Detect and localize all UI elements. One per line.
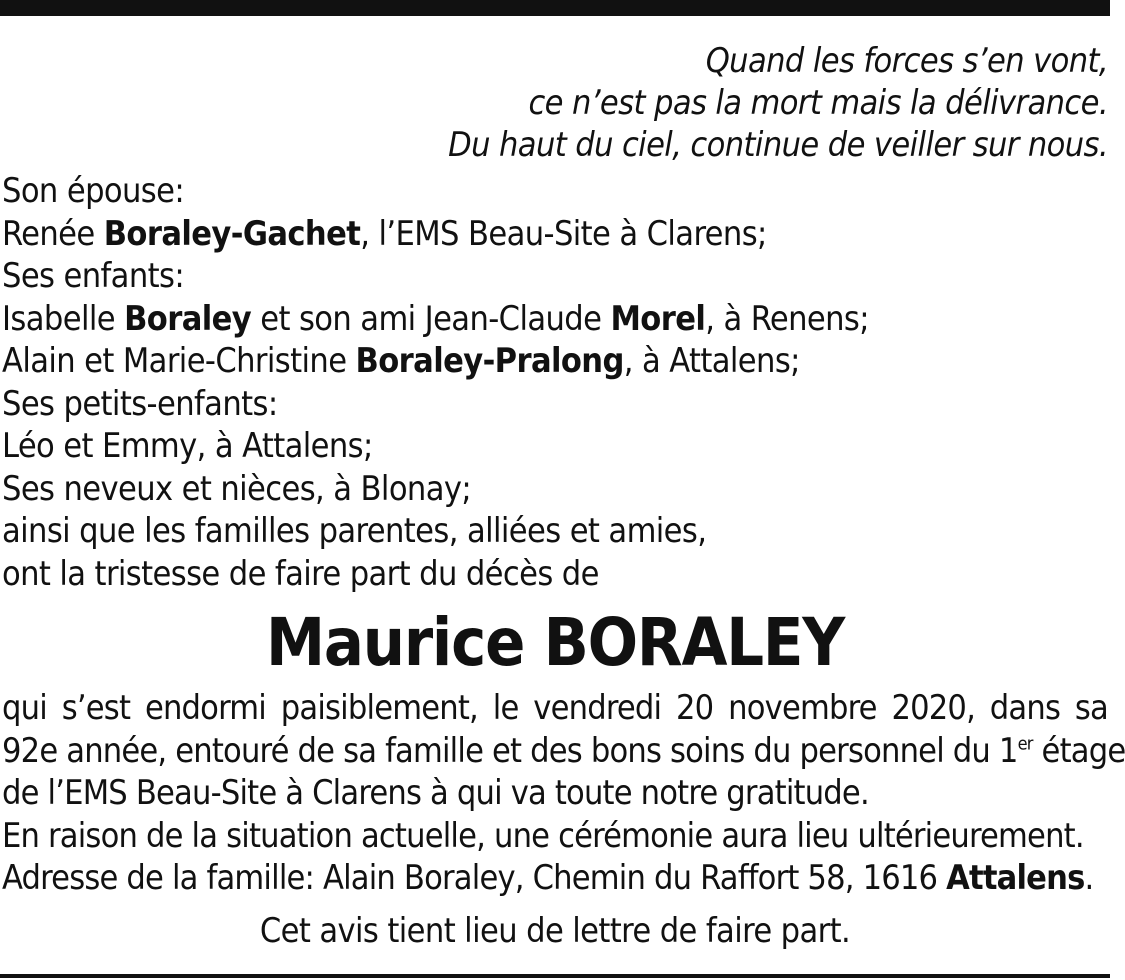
last-name: Boraley <box>124 298 252 339</box>
relatives-line: ainsi que les familles parentes, alliées et amies, <box>2 511 707 551</box>
epigraph-line: Du haut du ciel, continue de veiller sur nous. <box>448 125 1108 165</box>
first-name: Renée <box>2 213 104 254</box>
location: , l’EMS Beau-Site à Clarens; <box>360 213 767 254</box>
notice-text <box>2 687 1125 900</box>
bottom-rule <box>0 974 1110 978</box>
child-line <box>2 298 1108 341</box>
child-line <box>2 340 1108 383</box>
last-name: Morel <box>610 298 706 339</box>
deceased-name: Maurice BORALEY <box>266 604 844 681</box>
announce-line: ont la tristesse de faire part du décès de <box>2 553 599 594</box>
notice-line: de l’EMS Beau-Site à Clarens à qui va toute notre gratitude. <box>2 773 869 813</box>
address-end: . <box>1084 858 1094 898</box>
last-name: Boraley-Gachet <box>103 213 361 254</box>
notice-line: En raison de la situation actuelle, une cérémonie aura lieu ultérieurement. <box>2 815 1084 856</box>
address-text: Adresse de la famille: Alain Boraley, Chemin du Raffort 58, 1616 <box>2 858 947 898</box>
family-list <box>2 170 1108 595</box>
top-rule <box>0 0 1110 16</box>
epigraph <box>2 40 1108 166</box>
first-name: Alain et Marie-Christine <box>2 341 356 381</box>
location: , à Renens; <box>705 298 869 339</box>
notice-line: qui s’est endormi paisiblement, le vendredi 20 novembre 2020, dans sa <box>2 688 1108 728</box>
companion-text: et son ami Jean-Claude <box>251 298 611 339</box>
ordinal-suffix: er <box>1017 733 1033 755</box>
notice-fragment: 92e année, entouré de sa famille et des bons soins du personnel du 1 <box>2 730 1018 771</box>
spouse-line <box>2 213 1108 256</box>
obituary-notice <box>2 40 1125 952</box>
epigraph-line: Quand les forces s’en vont, <box>705 41 1108 81</box>
grandchildren-line: Léo et Emmy, à Attalens; <box>2 426 373 466</box>
epigraph-line: ce n’est pas la mort mais la délivrance. <box>528 83 1108 123</box>
grandchildren-heading: Ses petits-enfants: <box>2 383 278 424</box>
closing-note: Cet avis tient lieu de lettre de faire part. <box>259 910 851 951</box>
spouse-heading: Son épouse: <box>2 171 185 211</box>
first-name: Isabelle <box>2 298 125 339</box>
children-heading: Ses enfants: <box>2 256 185 296</box>
address-line <box>2 857 1108 900</box>
address-city: Attalens <box>946 858 1085 898</box>
last-name: Boraley-Pralong <box>355 341 624 381</box>
notice-fragment: étage <box>1032 730 1125 771</box>
notice-line <box>2 730 1125 773</box>
nephews-line: Ses neveux et nièces, à Blonay; <box>2 468 472 509</box>
location: , à Attalens; <box>623 341 800 381</box>
